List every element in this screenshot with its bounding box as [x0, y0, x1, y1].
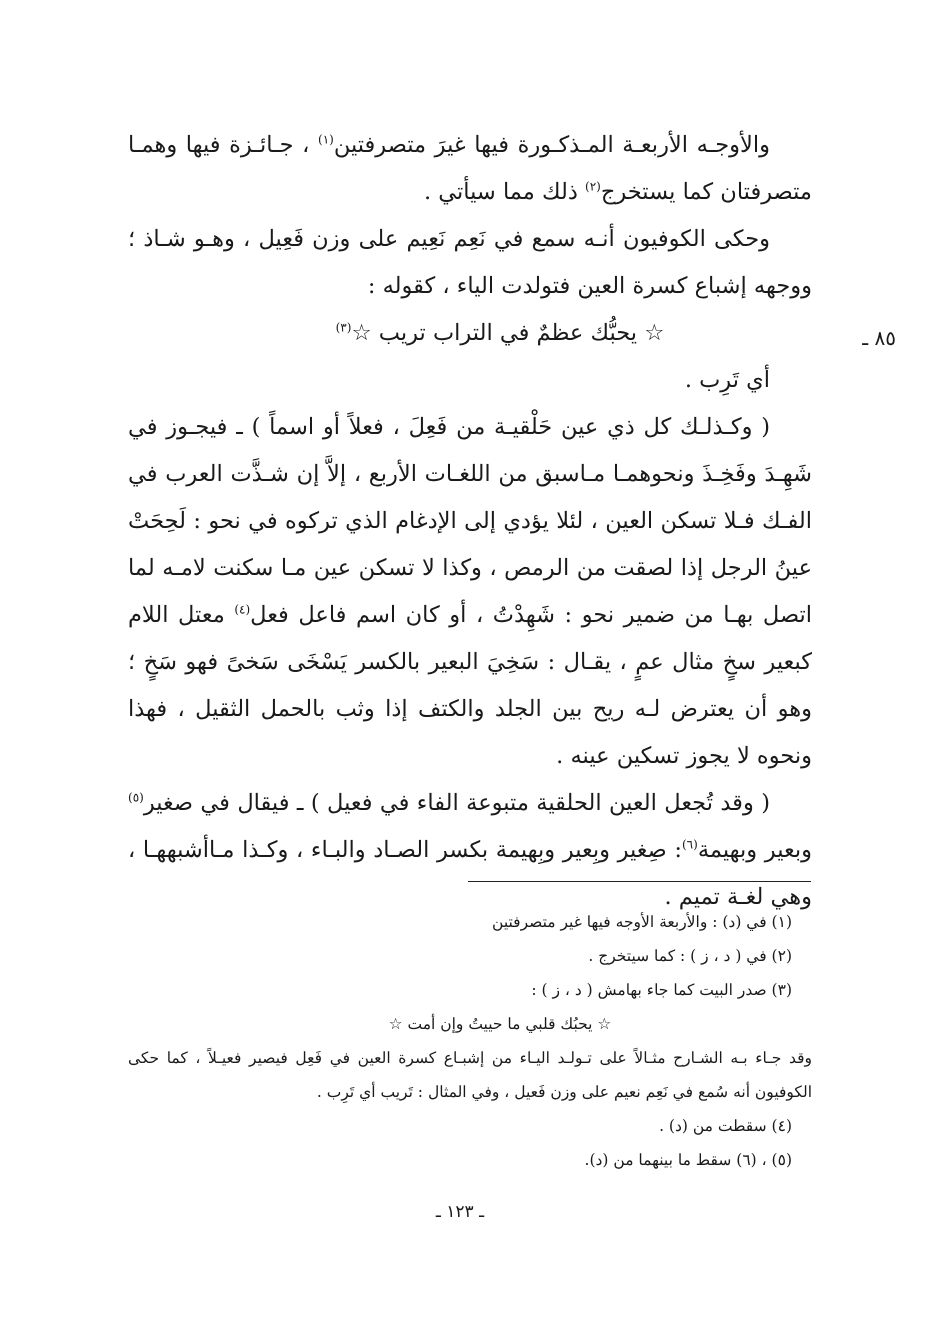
footnote-5-6: (٥) ، (٦) سقط ما بينهما من (د).: [584, 1151, 792, 1169]
paragraph-3: أي تَرِب .: [684, 367, 770, 393]
footnote-ref-5[interactable]: (٥): [128, 790, 144, 805]
footnote-ref-1[interactable]: (١): [318, 132, 334, 147]
paragraph-1-part-c: ذلك مما سيأتي .: [423, 179, 585, 205]
footnote-1: (١) في (د) : والأربعة الأوجه فيها غير متصرفتين: [492, 913, 792, 931]
footnote-ref-6[interactable]: (٦): [681, 837, 698, 852]
footnote-3: (٣) صدر البيت كما جاء بهامش ( د ، ز ) :: [531, 981, 792, 999]
footnote-ref-4[interactable]: (٤): [234, 602, 251, 617]
verse-text: ☆ يحبُّك عظمٌ في التراب تريب ☆: [351, 320, 665, 346]
paragraph-4: [128, 404, 812, 780]
footnote-divider: [468, 881, 811, 882]
paragraph-5-part-a: ( وقد تُجعل العين الحلقية متبوعة الفاء في فعيل ) ـ فيقال في صغير: [143, 790, 770, 816]
footnote-ref-3[interactable]: (٣): [335, 320, 352, 335]
margin-number: ٨٥ ـ: [862, 326, 896, 350]
paragraph-4-part-a: ( وكـذلـك كل ذي عين حَلْقيـة من فَعِلَ ، فعلاً أو اسماً ) ـ فيجـوز في شَهِـدَ وفَخِـذَ ونحوهمـا مـاسبق من اللغـات الأربع ، إلاَّ إن شـذَّت العرب في الفـك فـلا تسكن العين ، لئلا يؤدي إلى الإدغام الذي تركوه في نحو : لَحِحَتْ عينُ الرجل إذا لصقت من الرمص ، وكذا لا تسكن عين مـا سكنت لامـه لما اتصل بهـا من ضمير نحو : شَهِدْتُ ، أو كان اسم فاعل فعل: [128, 414, 812, 628]
paragraph-2: وحكى الكوفيون أنـه سمع في نَعِم نَعِيم على وزن فَعِيل ، وهـو شـاذ ؛ ووجهه إشباع كسرة العين فتولدت الياء ، كقوله :: [128, 226, 812, 299]
main-text: [128, 122, 812, 921]
footnote-ref-2[interactable]: (٢): [585, 179, 601, 194]
paragraph-5-part-b: وبعير وبهيمة: [697, 837, 812, 863]
paragraph-4-part-b: معتل اللام كبعير سخٍ مثال عمٍ ، يقـال : سَخِيَ البعير بالكسر يَسْخَى سَخىً فهو سَخٍ ؛ وهو أن يعترض لـه ريح بين الجلد والكتف إذا وثب بالحمل الثقيل ، فهذا ونحوه لا يجوز تسكين عينه .: [128, 602, 812, 769]
paragraph-1: [128, 122, 812, 216]
paragraph-1-part-b: ، جـائـزة فيها وهمـا متصرفتان كما يستخرج: [128, 132, 812, 205]
page-number: ـ ١٢٣ ـ: [435, 1202, 485, 1222]
footnotes: [128, 905, 812, 1177]
footnote-4: (٤) سقطت من (د) .: [659, 1117, 792, 1135]
verse-line: [128, 310, 812, 357]
paragraph-5: [128, 780, 812, 921]
footnote-3-note: وقد جـاء بـه الشـارح مثـالاً على تـولـد اليـاء من إشبـاع كسرة العين في فَعِل فيصير فعيـلاً ، كما حكى الكوفيون أنه سُمع في نَعِم نعيم على وزن فَعيل ، وفي المثال : تَريب أي تَرِب .: [128, 1049, 812, 1101]
footnote-3-verse: ☆ يحبُك قلبي ما حييتُ وإن أمت ☆: [388, 1015, 612, 1033]
paragraph-1-part-a: والأوجـه الأربعـة المـذكـورة فيها غيرَ متصرفتين: [333, 132, 770, 158]
footnote-2: (٢) في ( د ، ز ) : كما سيتخرج .: [588, 947, 792, 965]
paragraph-5-part-c: : صِغير وبِعير وبِهيمة بكسر الصـاد والبـاء ، وكـذا مـاأشبههـا ، وهي لغـة تميم .: [128, 837, 812, 910]
